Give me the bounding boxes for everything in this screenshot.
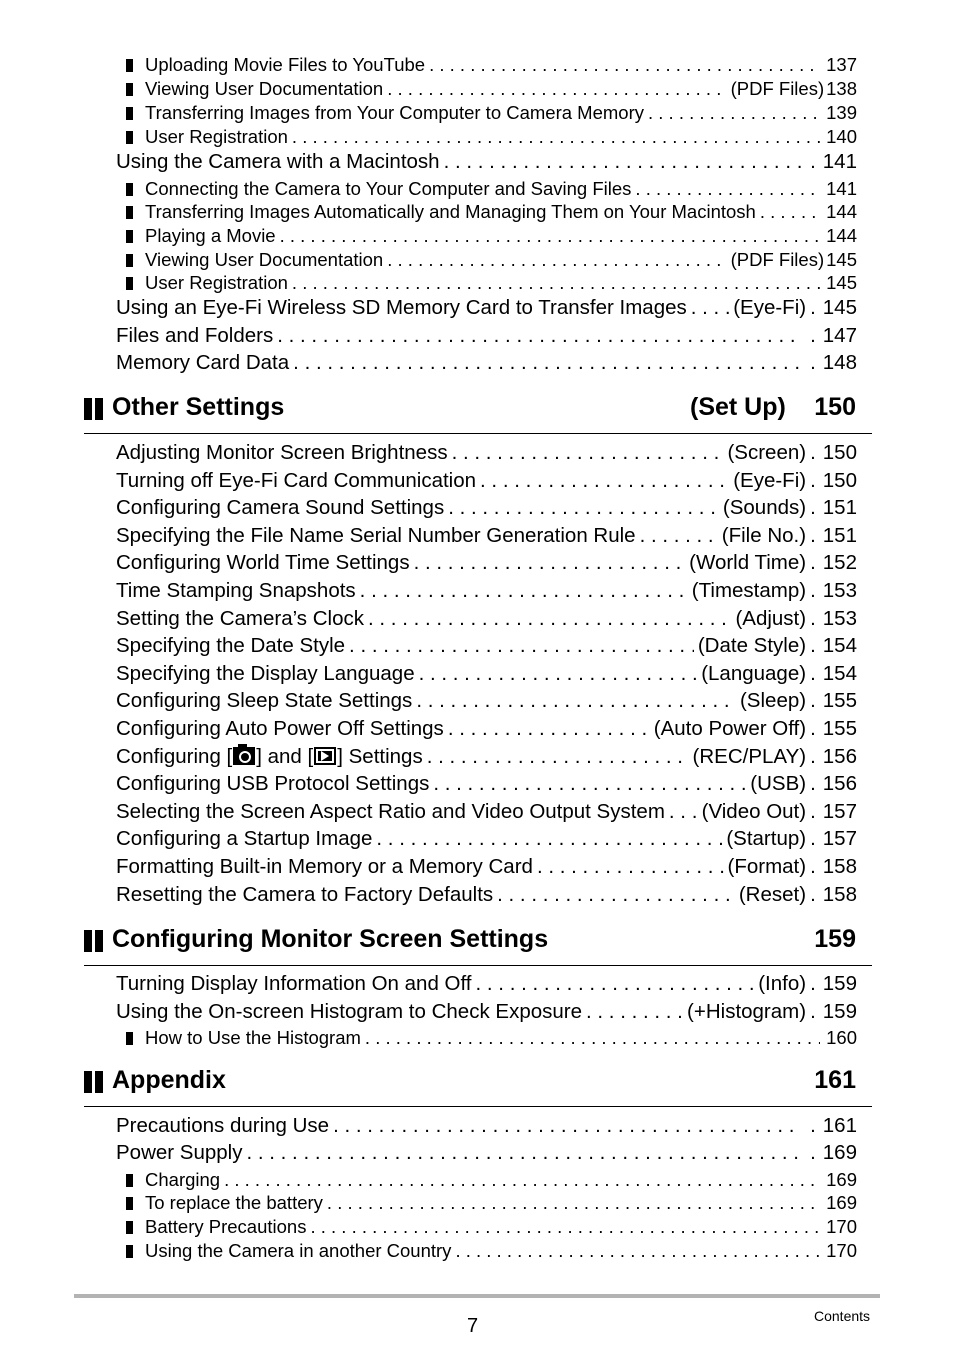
entry-title: Resetting the Camera to Factory Defaults	[116, 883, 494, 906]
entry-page-number: 158	[822, 855, 857, 878]
leader-dot	[810, 857, 816, 878]
entry-page-number: 153	[822, 579, 857, 602]
entry-page-number: 147	[822, 324, 857, 347]
camera-icon-lens	[239, 751, 251, 763]
entry-title-part: ] and [	[256, 745, 314, 768]
entry-page-number: 157	[822, 827, 857, 850]
entry-tag: (Startup)	[726, 827, 807, 850]
entry-page-number: 144	[826, 201, 857, 222]
entry-title: Specifying the Date Style	[116, 634, 346, 657]
leader-dot	[810, 609, 816, 630]
entry-title: Power Supply	[116, 1141, 243, 1164]
leader-dots	[648, 104, 820, 123]
leader-dots	[640, 526, 718, 547]
leader-dots	[480, 471, 729, 492]
leader-dots	[476, 974, 755, 995]
leader-dot	[810, 664, 816, 685]
entry-tag: (Date Style)	[697, 634, 807, 657]
section-title: Appendix	[112, 1066, 226, 1094]
toc-entry[interactable]	[116, 829, 857, 850]
entry-title: Viewing User Documentation	[145, 78, 384, 99]
page-number: 7	[467, 1315, 479, 1337]
entry-title: Configuring USB Protocol Settings	[116, 772, 430, 795]
toc-entry[interactable]	[116, 298, 857, 319]
entry-title: Transferring Images from Your Computer to Camera Memory	[145, 102, 644, 123]
entry-title: User Registration	[145, 126, 288, 147]
leader-dots	[448, 498, 719, 519]
marker-bar	[84, 930, 92, 952]
toc-entry[interactable]	[116, 1116, 857, 1137]
leader-dots	[497, 885, 735, 906]
entry-tag: (Format)	[727, 855, 807, 878]
entry-title: Specifying the Display Language	[116, 662, 415, 685]
leader-dots	[333, 1116, 802, 1137]
leader-dot	[810, 747, 816, 768]
entry-title: Configuring Camera Sound Settings	[116, 496, 445, 519]
leader-dot	[810, 353, 816, 374]
entry-page-number: 145	[826, 249, 857, 270]
toc-entry[interactable]	[116, 326, 857, 347]
camera-icon-hump	[238, 744, 247, 748]
entry-title-part: ] Settings	[337, 745, 423, 768]
leader-dots	[448, 719, 650, 740]
entry-page-number: 140	[826, 126, 857, 147]
section-title: Other Settings	[112, 393, 285, 421]
leader-dots	[360, 581, 688, 602]
leader-dot	[810, 471, 816, 492]
toc-entry[interactable]	[116, 974, 857, 995]
entry-title: Configuring Auto Power Off Settings	[116, 717, 444, 740]
entry-page-number: 148	[822, 351, 857, 374]
toc-subentry[interactable]	[126, 128, 857, 147]
toc-entry[interactable]	[116, 691, 857, 712]
entry-title: Using the Camera in another Country	[145, 1240, 452, 1261]
entry-page-number: 144	[826, 225, 857, 246]
bullet-icon	[126, 183, 133, 196]
section-title: Configuring Monitor Screen Settings	[112, 925, 549, 953]
entry-title: Battery Precautions	[145, 1216, 307, 1237]
leader-dot	[810, 802, 816, 823]
entry-page-number: 170	[826, 1216, 857, 1237]
toc-subentry[interactable]	[126, 1029, 857, 1048]
toc-entry[interactable]	[116, 152, 857, 173]
leader-dots	[760, 203, 820, 222]
bullet-icon	[126, 59, 133, 72]
entry-title: To replace the battery	[145, 1192, 323, 1213]
entry-page-number: 137	[826, 54, 857, 75]
entry-title: Uploading Movie Files to YouTube	[145, 54, 426, 75]
entry-page-number: 145	[822, 296, 857, 319]
toc-entry[interactable]	[116, 774, 857, 795]
leader-dots	[246, 1143, 802, 1164]
section-tag: (Set Up)	[690, 393, 786, 421]
bullet-icon	[126, 83, 133, 96]
entry-title: How to Use the Histogram	[145, 1027, 361, 1048]
entry-title: Setting the Camera’s Clock	[116, 607, 365, 630]
leader-dots	[669, 802, 698, 823]
entry-title: Charging	[145, 1169, 221, 1190]
entry-page-number: 155	[822, 717, 857, 740]
section-page-number: 159	[814, 925, 856, 953]
section-page-number: 161	[814, 1066, 856, 1094]
leader-dot	[810, 885, 816, 906]
leader-dots	[277, 326, 802, 347]
leader-dots	[419, 664, 698, 685]
entry-title	[116, 747, 423, 768]
entry-title: Transferring Images Automatically and Managing Them on Your Macintosh	[145, 201, 756, 222]
leader-dots	[387, 80, 726, 99]
toc-entry[interactable]	[116, 498, 857, 519]
entry-page-number: 160	[826, 1027, 857, 1048]
entry-title: Time Stamping Snapshots	[116, 579, 356, 602]
entry-title: Using an Eye-Fi Wireless SD Memory Card to Transfer Images	[116, 296, 687, 319]
entry-title: Selecting the Screen Aspect Ratio and Video Output System	[116, 800, 665, 823]
entry-tag: (Timestamp)	[691, 579, 807, 602]
entry-tag: (Auto Power Off)	[653, 717, 807, 740]
leader-dot	[810, 553, 816, 574]
section-header	[84, 927, 872, 966]
entry-title: Viewing User Documentation	[145, 249, 384, 270]
leader-dots	[376, 829, 722, 850]
leader-dot	[810, 636, 816, 657]
entry-title: Configuring a Startup Image	[116, 827, 373, 850]
entry-title: Turning off Eye-Fi Card Communication	[116, 469, 477, 492]
play-icon	[314, 747, 336, 765]
entry-page-number: 153	[822, 607, 857, 630]
leader-dots	[368, 609, 731, 630]
leader-dots	[414, 553, 686, 574]
entry-tag: (PDF Files)	[730, 249, 825, 270]
entry-page-number: 159	[822, 1000, 857, 1023]
entry-title: Precautions during Use	[116, 1114, 330, 1137]
entry-tag: (File No.)	[721, 524, 807, 547]
toc-entry[interactable]	[116, 553, 857, 574]
entry-page-number: 150	[822, 469, 857, 492]
toc-entry[interactable]	[116, 471, 857, 492]
marker-bar	[95, 398, 103, 420]
leader-dots	[349, 636, 694, 657]
section-header	[84, 395, 872, 434]
entry-page-number: 150	[822, 441, 857, 464]
bullet-icon	[126, 107, 133, 120]
entry-page-number: 169	[826, 1192, 857, 1213]
entry-page-number: 141	[826, 178, 857, 199]
entry-page-number: 139	[826, 102, 857, 123]
toc-subentry[interactable]	[126, 203, 857, 222]
leader-dot	[810, 691, 816, 712]
entry-title-part: Configuring [	[116, 745, 233, 768]
section-marker-icon	[84, 930, 105, 952]
leader-dot	[810, 498, 816, 519]
leader-dot	[810, 152, 816, 173]
entry-tag: (Info)	[758, 972, 807, 995]
entry-page-number: 152	[822, 551, 857, 574]
leader-dots	[427, 747, 689, 768]
toc-entry[interactable]	[116, 443, 857, 464]
entry-tag: (Language)	[701, 662, 807, 685]
entry-page-number: 156	[822, 745, 857, 768]
leader-dot	[810, 443, 816, 464]
leader-dots	[433, 774, 746, 795]
leader-dots	[293, 353, 802, 374]
toc-subentry[interactable]	[126, 1218, 857, 1237]
entry-tag: (Eye-Fi)	[733, 469, 807, 492]
bullet-icon	[126, 1221, 133, 1234]
toc-subentry[interactable]	[126, 251, 857, 270]
toc-subentry[interactable]	[126, 1194, 857, 1213]
leader-dots	[224, 1171, 820, 1190]
leader-dot	[810, 298, 816, 319]
entry-tag: (Video Out)	[701, 800, 807, 823]
section-header	[84, 1068, 872, 1107]
entry-page-number: 158	[822, 883, 857, 906]
leader-dots	[444, 152, 802, 173]
leader-dots	[455, 1242, 820, 1261]
section-marker-icon	[84, 398, 105, 420]
leader-dot	[810, 526, 816, 547]
toc-entry[interactable]	[116, 719, 857, 740]
bullet-icon	[126, 1032, 133, 1045]
camera-icon	[233, 747, 255, 765]
entry-title: Formatting Built-in Memory or a Memory Card	[116, 855, 533, 878]
entry-title: Specifying the File Name Serial Number Generation Rule	[116, 524, 636, 547]
toc-entry[interactable]	[116, 1143, 857, 1164]
entry-title: Connecting the Camera to Your Computer and Saving Files	[145, 178, 632, 199]
entry-tag: (Eye-Fi)	[733, 296, 807, 319]
toc-entry[interactable]	[116, 1002, 857, 1023]
entry-page-number: 154	[822, 634, 857, 657]
toc-subentry[interactable]	[126, 1171, 857, 1190]
section-page-number: 150	[814, 393, 856, 421]
footer-label: Contents	[814, 1308, 871, 1324]
marker-bar	[84, 398, 92, 420]
leader-dot	[810, 719, 816, 740]
footer-rule	[74, 1294, 880, 1298]
section-marker-icon	[84, 1071, 105, 1093]
marker-bar	[95, 1071, 103, 1093]
bullet-icon	[126, 131, 133, 144]
entry-page-number: 151	[822, 524, 857, 547]
entry-page-number: 155	[822, 689, 857, 712]
leader-dots	[280, 227, 821, 246]
entry-title: Configuring Sleep State Settings	[116, 689, 413, 712]
bullet-icon	[126, 1197, 133, 1210]
entry-page-number: 141	[822, 150, 857, 173]
leader-dots	[635, 180, 820, 199]
entry-tag: (Screen)	[727, 441, 807, 464]
leader-dot	[810, 974, 816, 995]
toc-subentry[interactable]	[126, 274, 857, 293]
toc-subentry[interactable]	[126, 1242, 857, 1261]
leader-dot	[810, 581, 816, 602]
toc-subentry[interactable]	[126, 80, 857, 99]
leader-dot	[810, 774, 816, 795]
entry-tag: (Sleep)	[739, 689, 807, 712]
entry-title: Using the Camera with a Macintosh	[116, 150, 440, 173]
leader-dots	[452, 443, 724, 464]
leader-dot	[810, 326, 816, 347]
toc-entry[interactable]	[116, 353, 857, 374]
leader-dots	[586, 1002, 683, 1023]
toc-subentry[interactable]	[126, 104, 857, 123]
leader-dot	[810, 1116, 816, 1137]
toc-entry[interactable]	[116, 857, 857, 878]
entry-tag: (USB)	[750, 772, 807, 795]
leader-dots	[365, 1029, 820, 1048]
leader-dots	[416, 691, 736, 712]
marker-bar	[95, 930, 103, 952]
bullet-icon	[126, 230, 133, 243]
entry-page-number: 154	[822, 662, 857, 685]
entry-page-number: 159	[822, 972, 857, 995]
leader-dots	[310, 1218, 820, 1237]
bullet-icon	[126, 206, 133, 219]
toc-entry[interactable]	[116, 526, 857, 547]
bullet-icon	[126, 1245, 133, 1258]
toc-subentry[interactable]	[126, 56, 857, 75]
toc-subentry[interactable]	[126, 180, 857, 199]
leader-dot	[810, 829, 816, 850]
leader-dots	[387, 251, 726, 270]
entry-page-number: 161	[822, 1114, 857, 1137]
entry-title: Adjusting Monitor Screen Brightness	[116, 441, 448, 464]
toc-entry[interactable]	[116, 802, 857, 823]
entry-tag: (Sounds)	[722, 496, 807, 519]
entry-title: Using the On-screen Histogram to Check Exposure	[116, 1000, 583, 1023]
entry-page-number: 145	[826, 272, 857, 293]
entry-title: Playing a Movie	[145, 225, 276, 246]
leader-dots	[292, 128, 820, 147]
toc-entry[interactable]	[116, 747, 857, 768]
leader-dot	[810, 1002, 816, 1023]
entry-page-number: 151	[822, 496, 857, 519]
entry-page-number: 157	[822, 800, 857, 823]
entry-tag: (World Time)	[689, 551, 807, 574]
toc-entry[interactable]	[116, 885, 857, 906]
leader-dots	[691, 298, 729, 319]
leader-dots	[327, 1194, 820, 1213]
leader-dot	[810, 1143, 816, 1164]
bullet-icon	[126, 254, 133, 267]
leader-dots	[537, 857, 724, 878]
toc-entry[interactable]	[116, 581, 857, 602]
leader-dots	[292, 274, 820, 293]
toc-entry[interactable]	[116, 664, 857, 685]
entry-tag: (Reset)	[738, 883, 807, 906]
entry-page-number: 169	[826, 1169, 857, 1190]
entry-page-number: 156	[822, 772, 857, 795]
marker-bar	[84, 1071, 92, 1093]
toc-subentry[interactable]	[126, 227, 857, 246]
entry-page-number: 170	[826, 1240, 857, 1261]
entry-tag: (Adjust)	[735, 607, 807, 630]
entry-page-number: 138	[826, 78, 857, 99]
bullet-icon	[126, 277, 133, 290]
entry-title: Files and Folders	[116, 324, 274, 347]
leader-dots	[429, 56, 820, 75]
bullet-icon	[126, 1174, 133, 1187]
entry-tag: (+Histogram)	[687, 1000, 807, 1023]
toc-entry[interactable]	[116, 609, 857, 630]
play-icon-triangle	[321, 751, 329, 761]
entry-title: User Registration	[145, 272, 288, 293]
entry-title: Turning Display Information On and Off	[116, 972, 472, 995]
entry-tag: (PDF Files)	[730, 78, 825, 99]
toc-entry[interactable]	[116, 636, 857, 657]
entry-title: Configuring World Time Settings	[116, 551, 410, 574]
entry-page-number: 169	[822, 1141, 857, 1164]
entry-title: Memory Card Data	[116, 351, 290, 374]
entry-tag: (REC/PLAY)	[692, 745, 807, 768]
